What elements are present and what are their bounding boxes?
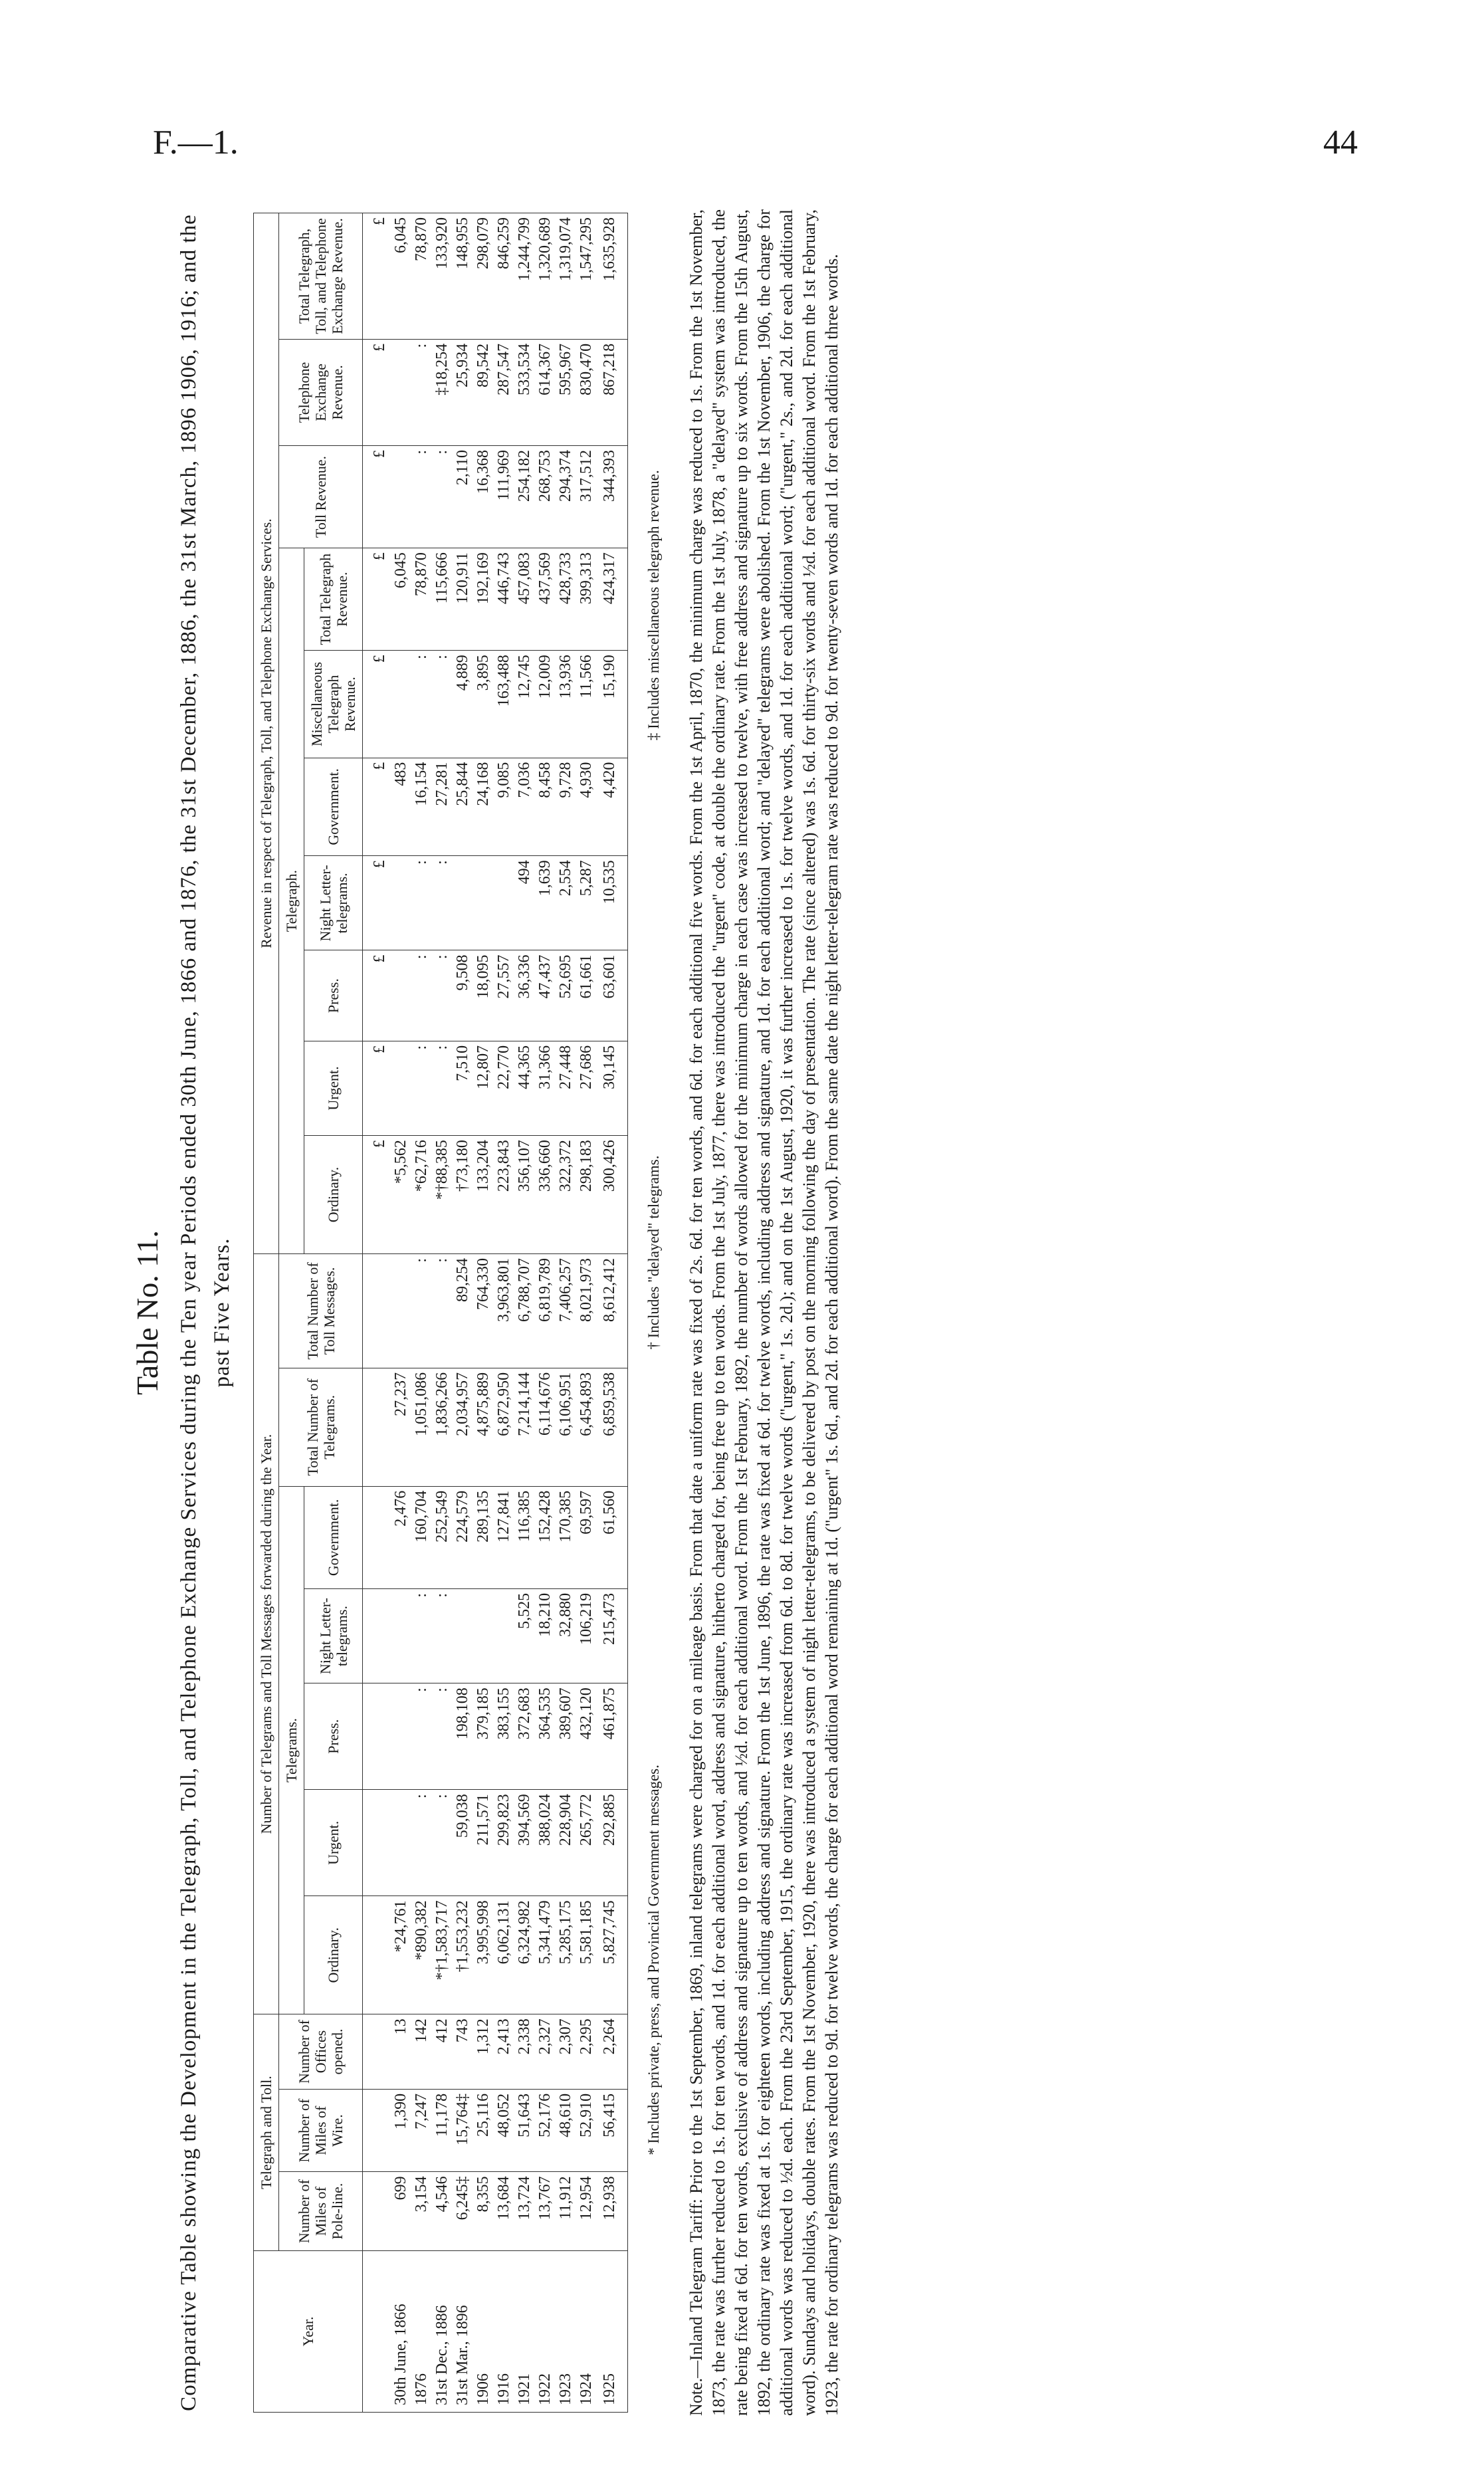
- cell-night: [494, 1588, 514, 1683]
- cell-r-govt: 8,458: [535, 758, 556, 856]
- currency-row: [363, 213, 391, 2413]
- cell-r-total-tel: 192,169: [473, 548, 494, 651]
- cell-year: 30th June, 1866: [391, 2250, 411, 2412]
- cell-ordinary: 3,995,998: [473, 1896, 494, 2014]
- cell-toll-rev: 111,969: [494, 445, 514, 548]
- cell-press: 198,108: [453, 1683, 473, 1790]
- table-row: [411, 213, 432, 2413]
- header-wire: Number of Miles of Wire.: [279, 2089, 363, 2172]
- cell-ordinary: 5,285,175: [556, 1896, 576, 2014]
- cell-r-govt: 4,420: [597, 758, 628, 856]
- cell-r-govt: 7,036: [514, 758, 535, 856]
- cell-night: 32,880: [556, 1588, 576, 1683]
- cell-night: 106,219: [576, 1588, 597, 1683]
- cell-year: 1923: [556, 2250, 576, 2412]
- cell-r-night: 1,639: [535, 856, 556, 950]
- cell-r-press: [391, 950, 411, 1041]
- cell-pole: 4,546: [432, 2172, 453, 2251]
- cell-r-press: 63,601: [597, 950, 628, 1041]
- cell-tel-ex-rev: 25,934: [453, 339, 473, 445]
- header-total-revenue: Total Telegraph, Toll, and Telephone Exchange Revenue.: [279, 213, 363, 340]
- cell-r-govt: 4,930: [576, 758, 597, 856]
- cell-year: 31st Dec., 1886: [432, 2250, 453, 2412]
- cell-wire: 51,643: [514, 2089, 535, 2172]
- cell-r-ord: *62,716: [411, 1136, 432, 1254]
- cell-total-rev: 846,259: [494, 213, 514, 340]
- cell-total-toll: 3,963,801: [494, 1253, 514, 1368]
- cell-r-misc: :: [432, 651, 453, 758]
- cell-year: 1925: [597, 2250, 628, 2412]
- cell-urgent: :: [411, 1790, 432, 1896]
- cell-r-press: 9,508: [453, 950, 473, 1041]
- header-total-toll: Total Number of Toll Messages.: [279, 1253, 363, 1368]
- cell-offices: 2,338: [514, 2014, 535, 2090]
- cell-r-govt: 24,168: [473, 758, 494, 856]
- table-row: [494, 213, 514, 2413]
- cell-pole: 699: [391, 2172, 411, 2251]
- header-urgent: Urgent.: [304, 1790, 363, 1896]
- cell-r-press: 18,095: [473, 950, 494, 1041]
- cell-r-press: 52,695: [556, 950, 576, 1041]
- cell-r-misc: 12,009: [535, 651, 556, 758]
- cell-pole: 3,154: [411, 2172, 432, 2251]
- cell-toll-rev: :: [432, 445, 453, 548]
- cell-press: 383,155: [494, 1683, 514, 1790]
- header-tel-exchange-revenue: Telephone Exchange Revenue.: [279, 339, 363, 445]
- cell-toll-rev: 16,368: [473, 445, 494, 548]
- cell-govt: 170,385: [556, 1486, 576, 1588]
- cell-r-press: :: [411, 950, 432, 1041]
- cell-pole: 11,912: [556, 2172, 576, 2251]
- cell-r-total-tel: 437,569: [535, 548, 556, 651]
- cell-r-urg: 7,510: [453, 1041, 473, 1135]
- cell-tel-ex-rev: 595,967: [556, 339, 576, 445]
- cell-toll-rev: 317,512: [576, 445, 597, 548]
- cell-night: :: [432, 1588, 453, 1683]
- cell-press: :: [432, 1683, 453, 1790]
- cell-year: 1921: [514, 2250, 535, 2412]
- cell-r-govt: 9,085: [494, 758, 514, 856]
- cell-r-total-tel: 6,045: [391, 548, 411, 651]
- footnote-dagger: † Includes "delayed" telegrams.: [645, 1155, 662, 1350]
- cell-total-tel: 7,214,144: [514, 1368, 535, 1486]
- cell-offices: 2,327: [535, 2014, 556, 2090]
- cell-urgent: 394,569: [514, 1790, 535, 1896]
- cell-r-urg: 27,686: [576, 1041, 597, 1135]
- table-row: [514, 213, 535, 2413]
- cell-tel-ex-rev: [391, 339, 411, 445]
- cell-r-govt: 483: [391, 758, 411, 856]
- currency-symbol: £: [363, 213, 391, 340]
- header-pole-line: Number of Miles of Pole-line.: [279, 2172, 363, 2251]
- table-row: [535, 213, 556, 2413]
- cell-tel-ex-rev: 533,534: [514, 339, 535, 445]
- footnotes: [645, 263, 663, 2363]
- cell-tel-ex-rev: 89,542: [473, 339, 494, 445]
- cell-tel-ex-rev: 867,218: [597, 339, 628, 445]
- cell-urgent: 299,823: [494, 1790, 514, 1896]
- cell-offices: 2,307: [556, 2014, 576, 2090]
- cell-total-tel: 6,859,538: [597, 1368, 628, 1486]
- rotated-table-page: [116, 183, 1366, 2442]
- cell-ordinary: †1,553,232: [453, 1896, 473, 2014]
- cell-tel-ex-rev: 830,470: [576, 339, 597, 445]
- cell-r-govt: 27,281: [432, 758, 453, 856]
- cell-r-night: [473, 856, 494, 950]
- header-press: Press.: [304, 1683, 363, 1790]
- cell-r-misc: 12,745: [514, 651, 535, 758]
- cell-tel-ex-rev: :: [411, 339, 432, 445]
- cell-r-night: 494: [514, 856, 535, 950]
- cell-total-rev: 1,547,295: [576, 213, 597, 340]
- cell-r-total-tel: 120,911: [453, 548, 473, 651]
- cell-r-misc: [391, 651, 411, 758]
- cell-press: 432,120: [576, 1683, 597, 1790]
- cell-total-rev: 78,870: [411, 213, 432, 340]
- cell-total-toll: 764,330: [473, 1253, 494, 1368]
- cell-total-toll: :: [432, 1253, 453, 1368]
- cell-year: 1876: [411, 2250, 432, 2412]
- cell-tel-ex-rev: 287,547: [494, 339, 514, 445]
- header-revenue: Revenue in respect of Telegraph, Toll, and Telephone Exchange Services.: [254, 213, 279, 1254]
- cell-urgent: [391, 1790, 411, 1896]
- page-number: 44: [1323, 124, 1358, 162]
- cell-night: [473, 1588, 494, 1683]
- cell-press: 364,535: [535, 1683, 556, 1790]
- cell-toll-rev: [391, 445, 411, 548]
- cell-tel-ex-rev: 614,367: [535, 339, 556, 445]
- cell-offices: 2,295: [576, 2014, 597, 2090]
- tariff-note: Note.—Inland Telegram Tariff: Prior to the 1st September, 1869, inland telegrams were charged for on a mileage basis. From that date a uniform rate was fixed of 2s. 6d. for ten words, and 6d. for each additional five words. From the 1st April, 1870, the minimum charge was reduced to 1s. From the 1st November, 1873, the rate was further reduced to 1s. for ten words, and 1d. for each additional word, address and signature, hitherto charged for, being free up to ten words. From the 1st July, 1877, there was introduced the "urgent" code, at double the ordinary rate. From the 1st July, 1878, a "delayed" system was introduced, the rate being fixed at 6d. for ten words, exclusive of address and signature up to ten words, and ½d. for each additional word. From the 1st February, 1892, the number of words allowed for the minimum charge in each case was increased to twelve, with free address and signature up to six words. From the 15th August, 1892, the ordinary rate was fixed at 1s. for eighteen words, including address and signature. From the 1st June, 1896, the rate was fixed at 6d. for twelve words, including address and signature, and 1d. for each additional word; and "delayed" telegrams were abolished. From the 1st November, 1906, the charge for additional words was reduced to ½d. each. From the 23rd September, 1915, the ordinary rate was increased from 6d. to 8d. for twelve words ("urgent," 1s. 2d.); and on the 1st August, 1920, it was further increased to 1s. for twelve words, and 1d. for each additional word; ("urgent," 2s., and 2d. for each additional word). Sundays and holidays, double rates. From the 1st November, 1920, there was introduced a system of night letter-telegrams, to be delivered by post on the morning following the day of presentation. The rate (since altered) was 1s. 6d. for thirty-six words and ½d. for each additional word. From the 1st February, 1923, the rate for ordinary telegrams was reduced to 9d. for twelve words, the charge for each additional word remaining at 1d. ("urgent" 1s. 6d., and 2d. for each additional word). From the same date the night letter-telegram rate was reduced to 9d. for twenty-seven words and 1d. for each additional three words.: [687, 209, 841, 2416]
- header-total-telegrams: Total Number of Telegrams.: [279, 1368, 363, 1486]
- header-night-letter: Night Letter-telegrams.: [304, 1588, 363, 1683]
- cell-r-press: 36,336: [514, 950, 535, 1041]
- cell-r-ord: 356,107: [514, 1136, 535, 1254]
- cell-govt: 61,560: [597, 1486, 628, 1588]
- cell-r-misc: 15,190: [597, 651, 628, 758]
- table-title: Table No. 11.: [130, 1230, 164, 1396]
- cell-year: 1922: [535, 2250, 556, 2412]
- cell-ordinary: 6,324,982: [514, 1896, 535, 2014]
- header-telegrams: Telegrams.: [279, 1486, 304, 2014]
- header-government: Government.: [304, 1486, 363, 1588]
- cell-pole: 13,684: [494, 2172, 514, 2251]
- header-offices: Number of Offices opened.: [279, 2014, 363, 2090]
- cell-offices: 142: [411, 2014, 432, 2090]
- cell-offices: 2,413: [494, 2014, 514, 2090]
- cell-toll-rev: 294,374: [556, 445, 576, 548]
- cell-r-urg: :: [411, 1041, 432, 1135]
- cell-govt: 160,704: [411, 1486, 432, 1588]
- cell-total-toll: [391, 1253, 411, 1368]
- cell-wire: 56,415: [597, 2089, 628, 2172]
- cell-year: 1916: [494, 2250, 514, 2412]
- table-row: [473, 213, 494, 2413]
- cell-r-ord: 336,660: [535, 1136, 556, 1254]
- cell-r-urg: 31,366: [535, 1041, 556, 1135]
- header-rev-ordinary: Ordinary.: [304, 1136, 363, 1254]
- cell-press: 372,683: [514, 1683, 535, 1790]
- cell-wire: 15,764‡: [453, 2089, 473, 2172]
- header-ordinary: Ordinary.: [304, 1896, 363, 2014]
- development-table: [253, 213, 628, 2413]
- cell-total-tel: 6,872,950: [494, 1368, 514, 1486]
- cell-r-total-tel: 457,083: [514, 548, 535, 651]
- cell-r-urg: :: [432, 1041, 453, 1135]
- cell-wire: 25,116: [473, 2089, 494, 2172]
- cell-total-toll: :: [411, 1253, 432, 1368]
- cell-total-tel: 6,454,893: [576, 1368, 597, 1486]
- cell-r-misc: 163,488: [494, 651, 514, 758]
- currency-symbol: £: [363, 856, 391, 950]
- cell-r-press: :: [432, 950, 453, 1041]
- cell-govt: 116,385: [514, 1486, 535, 1588]
- cell-r-ord: *†88,385: [432, 1136, 453, 1254]
- cell-r-night: 2,554: [556, 856, 576, 950]
- cell-govt: 2,476: [391, 1486, 411, 1588]
- cell-r-press: 61,661: [576, 950, 597, 1041]
- cell-r-ord: 322,372: [556, 1136, 576, 1254]
- cell-pole: 13,724: [514, 2172, 535, 2251]
- cell-urgent: 59,038: [453, 1790, 473, 1896]
- cell-r-misc: 13,936: [556, 651, 576, 758]
- table-row: [597, 213, 628, 2413]
- cell-govt: 127,841: [494, 1486, 514, 1588]
- cell-toll-rev: 254,182: [514, 445, 535, 548]
- currency-symbol: £: [363, 1136, 391, 1254]
- table-row: [432, 213, 453, 2413]
- footnote-star: * Includes private, press, and Provincial Government messages.: [645, 1765, 662, 2155]
- cell-govt: 224,579: [453, 1486, 473, 1588]
- cell-r-total-tel: 78,870: [411, 548, 432, 651]
- cell-r-urg: 30,145: [597, 1041, 628, 1135]
- cell-total-toll: 7,406,257: [556, 1253, 576, 1368]
- cell-ordinary: 6,062,131: [494, 1896, 514, 2014]
- cell-wire: 52,176: [535, 2089, 556, 2172]
- header-rev-urgent: Urgent.: [304, 1041, 363, 1135]
- cell-r-night: [391, 856, 411, 950]
- cell-r-urg: 27,448: [556, 1041, 576, 1135]
- cell-press: 389,607: [556, 1683, 576, 1790]
- cell-night: [453, 1588, 473, 1683]
- cell-r-misc: :: [411, 651, 432, 758]
- currency-symbol: £: [363, 548, 391, 651]
- cell-govt: 69,597: [576, 1486, 597, 1588]
- cell-press: :: [411, 1683, 432, 1790]
- cell-total-rev: 148,955: [453, 213, 473, 340]
- cell-r-urg: [391, 1041, 411, 1135]
- header-messages: Number of Telegrams and Toll Messages forwarded during the Year.: [254, 1253, 279, 2014]
- cell-r-night: [494, 856, 514, 950]
- cell-r-night: 5,287: [576, 856, 597, 950]
- cell-ordinary: *24,761: [391, 1896, 411, 2014]
- cell-r-night: :: [432, 856, 453, 950]
- cell-ordinary: *890,382: [411, 1896, 432, 2014]
- cell-urgent: 292,885: [597, 1790, 628, 1896]
- cell-total-rev: 1,320,689: [535, 213, 556, 340]
- cell-total-toll: 8,612,412: [597, 1253, 628, 1368]
- cell-year: 1906: [473, 2250, 494, 2412]
- cell-r-misc: 3,895: [473, 651, 494, 758]
- cell-ordinary: 5,827,745: [597, 1896, 628, 2014]
- header-year: Year.: [254, 2250, 363, 2412]
- cell-night: :: [411, 1588, 432, 1683]
- currency-symbol: £: [363, 445, 391, 548]
- cell-r-misc: 4,889: [453, 651, 473, 758]
- cell-r-total-tel: 399,313: [576, 548, 597, 651]
- cell-total-tel: 4,875,889: [473, 1368, 494, 1486]
- cell-wire: 11,178: [432, 2089, 453, 2172]
- cell-pole: 12,938: [597, 2172, 628, 2251]
- header-rev-press: Press.: [304, 950, 363, 1041]
- cell-total-rev: 1,244,799: [514, 213, 535, 340]
- header-toll-revenue: Toll Revenue.: [279, 445, 363, 548]
- cell-r-ord: 298,183: [576, 1136, 597, 1254]
- cell-r-press: 47,437: [535, 950, 556, 1041]
- table-caption: Comparative Table showing the Development in the Telegraph, Toll, and Telephone Exchange Services during the Ten year Periods ended 30th June, 1866 and 1876, the 31st December, 1886, the 31st March, 1896 1906, 1916; and the past Five Years.: [177, 214, 234, 2411]
- cell-ordinary: 5,341,479: [535, 1896, 556, 2014]
- cell-year: 1924: [576, 2250, 597, 2412]
- cell-total-toll: 6,819,789: [535, 1253, 556, 1368]
- cell-r-press: 27,557: [494, 950, 514, 1041]
- cell-r-urg: 12,807: [473, 1041, 494, 1135]
- cell-wire: 7,247: [411, 2089, 432, 2172]
- cell-total-rev: 298,079: [473, 213, 494, 340]
- header-telegraph: Telegraph.: [279, 548, 304, 1254]
- header-rev-misc: Miscellaneous Telegraph Revenue.: [304, 651, 363, 758]
- cell-urgent: 265,772: [576, 1790, 597, 1896]
- cell-wire: 1,390: [391, 2089, 411, 2172]
- cell-offices: 2,264: [597, 2014, 628, 2090]
- cell-pole: 6,245‡: [453, 2172, 473, 2251]
- cell-pole: 13,767: [535, 2172, 556, 2251]
- cell-urgent: :: [432, 1790, 453, 1896]
- cell-r-night: :: [411, 856, 432, 950]
- cell-wire: 48,610: [556, 2089, 576, 2172]
- cell-r-total-tel: 446,743: [494, 548, 514, 651]
- cell-night: 18,210: [535, 1588, 556, 1683]
- currency-symbol: £: [363, 339, 391, 445]
- cell-r-ord: 300,426: [597, 1136, 628, 1254]
- currency-symbol: £: [363, 1041, 391, 1135]
- cell-ordinary: 5,581,185: [576, 1896, 597, 2014]
- cell-night: 5,525: [514, 1588, 535, 1683]
- cell-govt: 152,428: [535, 1486, 556, 1588]
- cell-r-ord: 133,204: [473, 1136, 494, 1254]
- table-row: [453, 213, 473, 2413]
- cell-pole: 12,954: [576, 2172, 597, 2251]
- table-body: [363, 213, 628, 2413]
- cell-wire: 52,910: [576, 2089, 597, 2172]
- cell-night: 215,473: [597, 1588, 628, 1683]
- page-reference: F.—1.: [153, 124, 239, 162]
- cell-total-tel: 6,114,676: [535, 1368, 556, 1486]
- cell-total-rev: 133,920: [432, 213, 453, 340]
- footnote-double-dagger: ‡ Includes miscellaneous telegraph revenue.: [645, 470, 662, 741]
- cell-r-ord: †73,180: [453, 1136, 473, 1254]
- cell-total-tel: 1,051,086: [411, 1368, 432, 1486]
- cell-pole: 8,355: [473, 2172, 494, 2251]
- cell-year: 31st Mar., 1896: [453, 2250, 473, 2412]
- cell-r-total-tel: 428,733: [556, 548, 576, 651]
- cell-govt: 289,135: [473, 1486, 494, 1588]
- cell-press: 379,185: [473, 1683, 494, 1790]
- cell-ordinary: *†1,583,717: [432, 1896, 453, 2014]
- cell-r-ord: *5,562: [391, 1136, 411, 1254]
- cell-toll-rev: 344,393: [597, 445, 628, 548]
- cell-r-govt: 16,154: [411, 758, 432, 856]
- cell-total-rev: 1,635,928: [597, 213, 628, 340]
- cell-wire: 48,052: [494, 2089, 514, 2172]
- cell-r-ord: 223,843: [494, 1136, 514, 1254]
- cell-press: [391, 1683, 411, 1790]
- cell-total-toll: 8,021,973: [576, 1253, 597, 1368]
- cell-press: 461,875: [597, 1683, 628, 1790]
- cell-r-total-tel: 424,317: [597, 548, 628, 651]
- cell-total-rev: 1,319,074: [556, 213, 576, 340]
- cell-total-tel: 2,034,957: [453, 1368, 473, 1486]
- cell-r-urg: 22,770: [494, 1041, 514, 1135]
- cell-r-night: [453, 856, 473, 950]
- cell-urgent: 388,024: [535, 1790, 556, 1896]
- cell-toll-rev: 268,753: [535, 445, 556, 548]
- header-rev-total-telegraph: Total Telegraph Revenue.: [304, 548, 363, 651]
- currency-symbol: £: [363, 758, 391, 856]
- cell-night: [391, 1588, 411, 1683]
- cell-toll-rev: 2,110: [453, 445, 473, 548]
- cell-tel-ex-rev: ‡18,254: [432, 339, 453, 445]
- cell-r-night: 10,535: [597, 856, 628, 950]
- table-row: [576, 213, 597, 2413]
- cell-offices: 743: [453, 2014, 473, 2090]
- cell-offices: 1,312: [473, 2014, 494, 2090]
- cell-r-urg: 44,365: [514, 1041, 535, 1135]
- cell-offices: 13: [391, 2014, 411, 2090]
- cell-r-govt: 25,844: [453, 758, 473, 856]
- cell-urgent: 211,571: [473, 1790, 494, 1896]
- header-rev-night-letter: Night Letter-telegrams.: [304, 856, 363, 950]
- header-rev-government: Government.: [304, 758, 363, 856]
- table-row: [391, 213, 411, 2413]
- cell-offices: 412: [432, 2014, 453, 2090]
- currency-symbol: £: [363, 651, 391, 758]
- cell-r-govt: 9,728: [556, 758, 576, 856]
- cell-total-toll: 89,254: [453, 1253, 473, 1368]
- cell-govt: 252,549: [432, 1486, 453, 1588]
- cell-urgent: 228,904: [556, 1790, 576, 1896]
- table-row: [556, 213, 576, 2413]
- cell-r-total-tel: 115,666: [432, 548, 453, 651]
- cell-total-tel: 27,237: [391, 1368, 411, 1486]
- cell-total-tel: 1,836,266: [432, 1368, 453, 1486]
- header-telegraph-toll: Telegraph and Toll.: [254, 2014, 279, 2251]
- cell-total-tel: 6,106,951: [556, 1368, 576, 1486]
- cell-total-rev: 6,045: [391, 213, 411, 340]
- cell-r-misc: 11,566: [576, 651, 597, 758]
- currency-symbol: £: [363, 950, 391, 1041]
- cell-toll-rev: :: [411, 445, 432, 548]
- cell-total-toll: 6,788,707: [514, 1253, 535, 1368]
